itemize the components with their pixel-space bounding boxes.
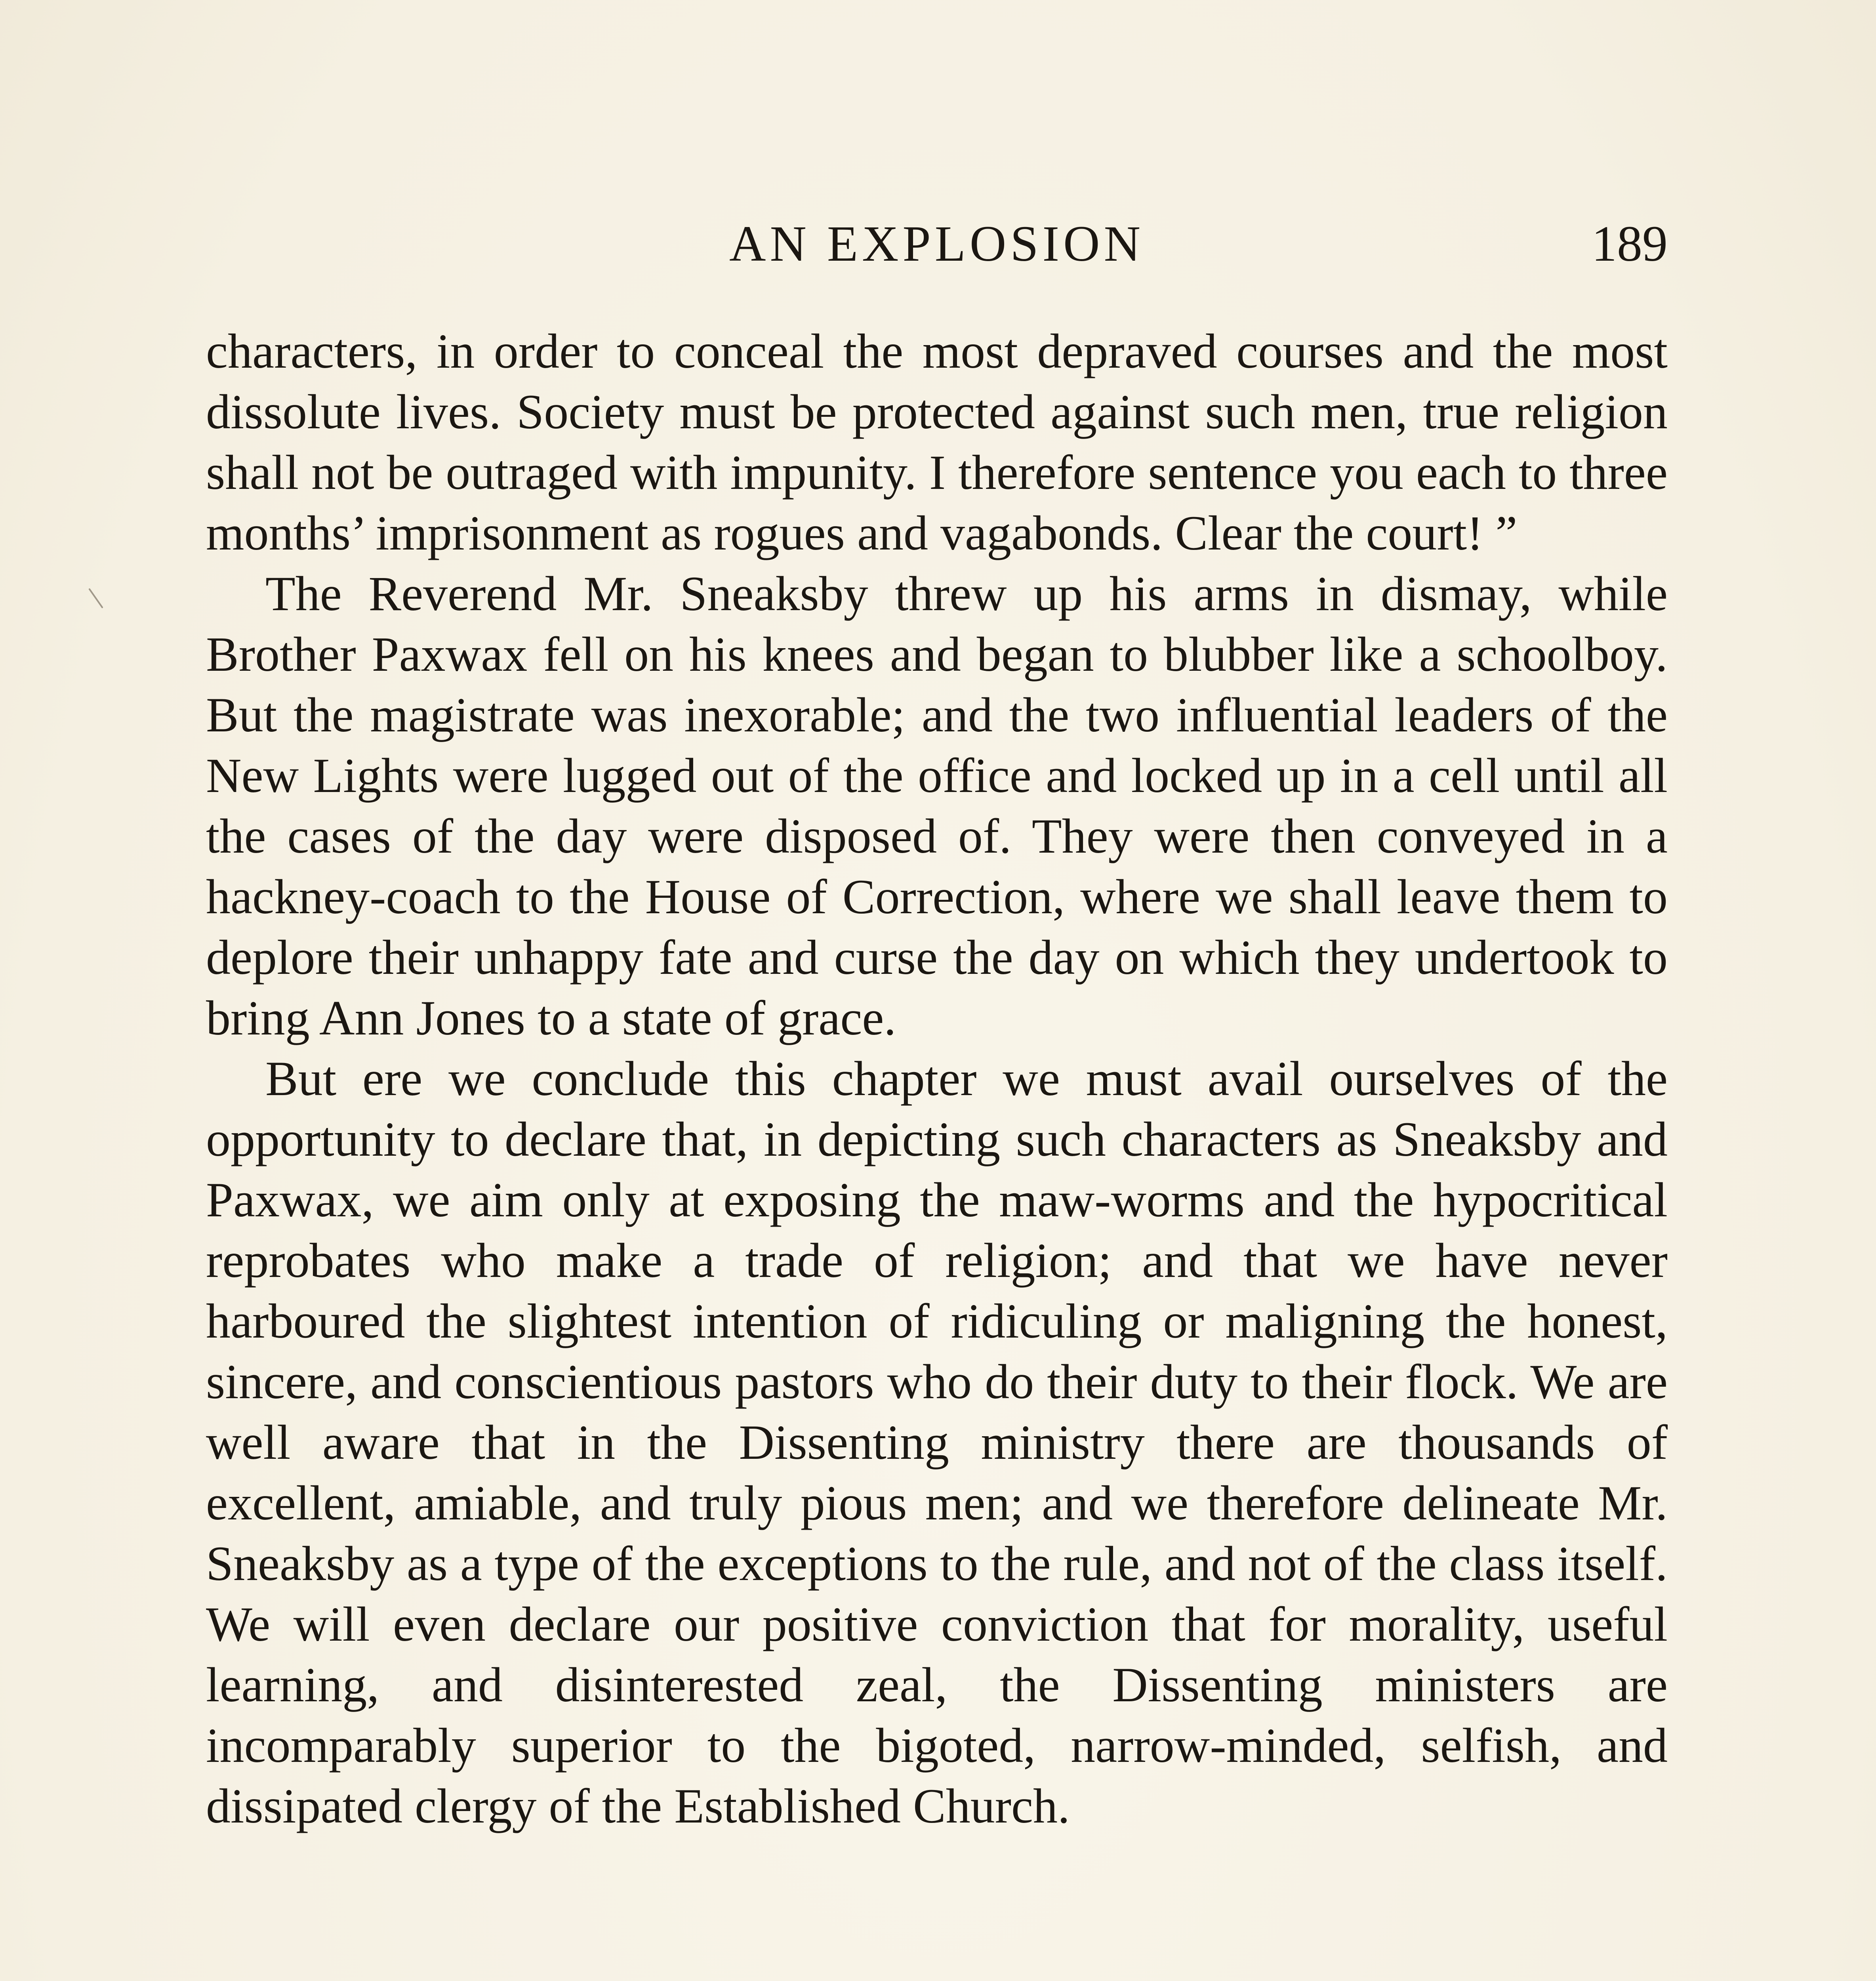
- body-text: [206, 321, 1668, 1836]
- paragraph-sentencing-aftermath: The Reverend Mr. Sneaksby threw up his arms in dismay, while Brother Paxwax fell on his knees and began to blubber like a schoolboy. But the magistrate was inexorable; and the two influential leaders of the New Lights were lugged out of the office and locked up in a cell until all the cases of the day were disposed of. They were then conveyed in a hackney-coach to the House of Correction, where we shall leave them to deplore their unhappy fate and curse the day on which they undertook to bring Ann Jones to a state of grace.: [206, 567, 1668, 1045]
- paper-speck: [88, 588, 103, 608]
- chapter-title: AN EXPLOSION: [729, 216, 1144, 272]
- running-header: [206, 214, 1668, 273]
- paragraph-continuation: characters, in order to conceal the most depraved courses and the most dissolute lives. Society must be protected against such men, true religion shall not be outraged with impunity. I therefore sentence you each to three months’ imprisonment as rogues and vagabonds. Clear the court! ”: [206, 324, 1668, 560]
- page-number: 189: [1592, 216, 1668, 272]
- paragraph-author-disclaimer: But ere we conclude this chapter we must avail ourselves of the opportunity to declare that, in depicting such characters as Sneaksby and Paxwax, we aim only at exposing the maw-worms and the hypocritical reprobates who make a trade of religion; and that we have never harboured the slightest intention of ridiculing or maligning the honest, sincere, and conscientious pastors who do their duty to their flock. We are well aware that in the Dissenting ministry there are thousands of excellent, amiable, and truly pious men; and we therefore delineate Mr. Sneaksby as a type of the exceptions to the rule, and not of the class itself. We will even declare our positive conviction that for morality, useful learning, and disinterested zeal, the Dissenting ministers are incomparably superior to the bigoted, narrow-minded, selfish, and dissipated clergy of the Established Church.: [206, 1052, 1668, 1833]
